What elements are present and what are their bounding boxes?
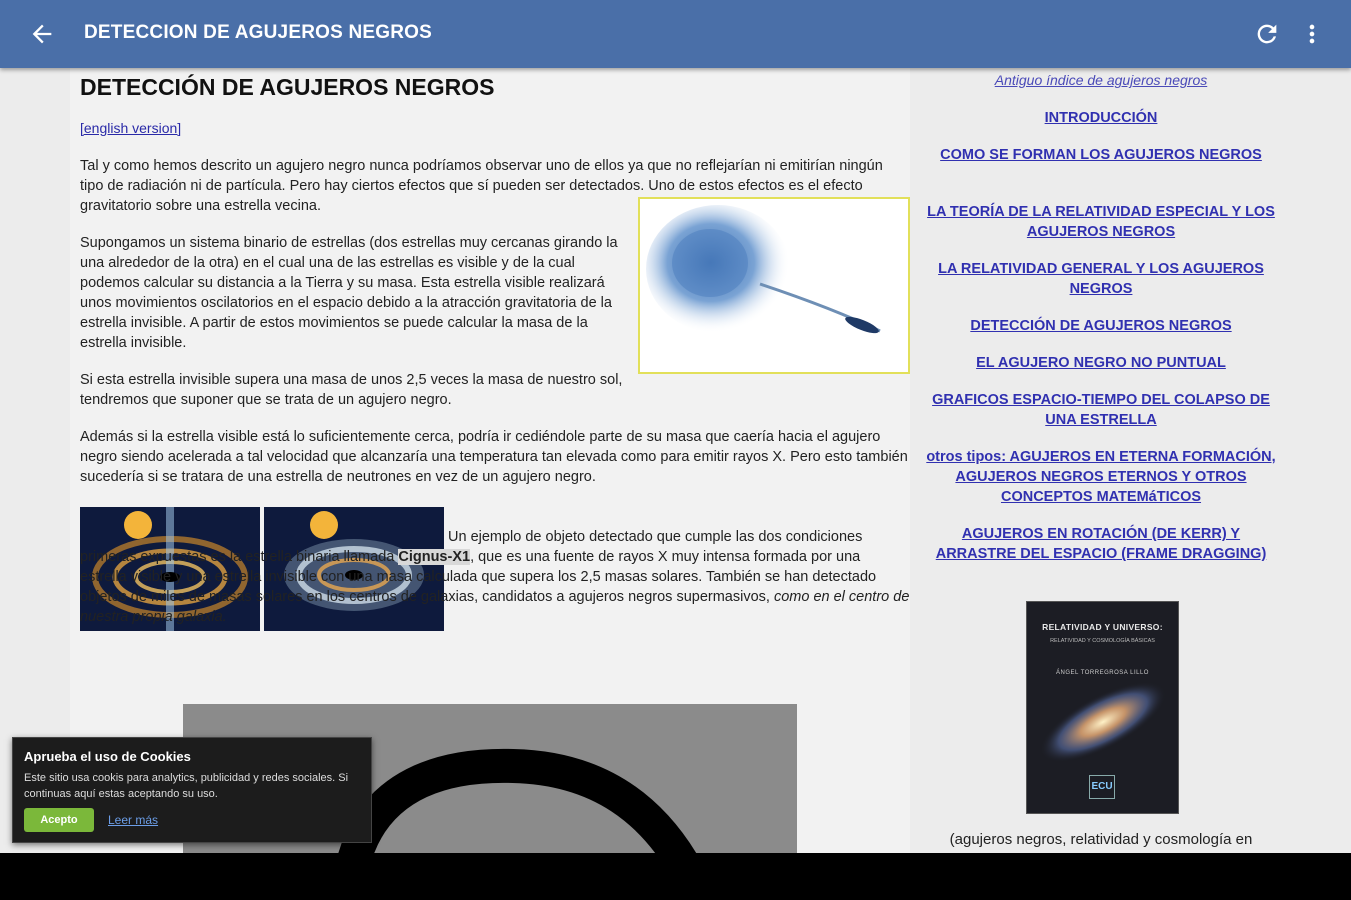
read-more-link[interactable]: Leer más — [108, 813, 159, 827]
sidebar-link-rotacion[interactable]: AGUJEROS EN ROTACIÓN (DE KERR) Y ARRASTRE DEL ESPACIO (FRAME DRAGGING) — [935, 526, 1267, 562]
paragraph-5: Un ejemplo de objeto detectado que cumple las dos condiciones primeras expuestas es la estrella binaria llamada Cignus-X1, que es una fuente de rayos X muy intensa formada por una estrella visible y una estrella invisible con una masa calculada que supera los 2,5 masas solares. También se han detectado objetos de miles de masas solares en los centros de galaxias, candidatos a agujeros negros supermasivos, como en el centro de nuestra propia galaxia. — [80, 529, 910, 625]
sidebar-link-no-puntual[interactable]: EL AGUJERO NEGRO NO PUNTUAL — [976, 355, 1226, 371]
sidebar-link-relatividad-especial[interactable]: LA TEORÍA DE LA RELATIVIDAD ESPECIAL Y LOS AGUJEROS NEGROS — [927, 204, 1275, 240]
book-caption: (agujeros negros, relatividad y cosmología en — [949, 831, 1253, 848]
sidebar — [925, 68, 1277, 853]
page-title: DETECCIÓN DE AGUJEROS NEGROS — [80, 74, 495, 100]
book-subtitle: RELATIVIDAD Y COSMOLOGÍA BÁSICAS — [1050, 638, 1155, 644]
cookie-title: Aprueba el uso de Cookies — [24, 749, 191, 764]
sidebar-link-como-se-forman[interactable]: COMO SE FORMAN LOS AGUJEROS NEGROS — [940, 147, 1262, 163]
arrow-back-icon[interactable] — [28, 20, 56, 48]
book-cover[interactable] — [1026, 601, 1179, 814]
black-hole-illustration — [638, 197, 910, 374]
old-index-link[interactable]: Antiguo índice de agujeros negros — [994, 72, 1208, 88]
sidebar-link-introduccion[interactable]: INTRODUCCIÓN — [1044, 110, 1158, 126]
english-version-link[interactable]: [english version] — [80, 120, 182, 136]
more-vert-icon[interactable] — [1302, 20, 1322, 48]
app-title: DETECCION DE AGUJEROS NEGROS — [84, 22, 432, 43]
sidebar-link-otros-tipos[interactable]: otros tipos: AGUJEROS EN ETERNA FORMACIÓN, AGUJEROS NEGROS ETERNOS Y OTROS CONCEPTOS MATEMáTICOS — [926, 449, 1276, 505]
sidebar-link-deteccion[interactable]: DETECCIÓN DE AGUJEROS NEGROS — [970, 318, 1232, 334]
app-bar — [0, 0, 1351, 68]
paragraph-1: Tal y como hemos descrito un agujero negro nunca podríamos observar uno de ellos ya que no reflejarían ni emitirían ningún tipo de radiación ni de partícula. Pero hay ciertos efectos que sí pueden ser detectados. Uno de estos efectos es el efecto gravitatorio sobre una estrella vecina. — [80, 158, 883, 214]
book-author: ÁNGEL TORREGROSA LILLO — [1056, 670, 1149, 676]
paragraph-2: Supongamos un sistema binario de estrellas (dos estrellas muy cercanas girando la una alrededor de la otra) en el cual una de las estrellas es visible y de la cual podemos calcular su distancia a la Tierra y su masa. Esta estrella visible realizará unos movimientos oscilatorios en el espacio debido a la atracción gravitatoria de la estrella invisible. A partir de estos movimientos se puede calcular la masa de la estrella invisible. — [80, 235, 618, 351]
accept-cookies-button[interactable]: Acepto — [24, 808, 94, 832]
sidebar-link-relatividad-general[interactable]: LA RELATIVIDAD GENERAL Y LOS AGUJEROS NEGROS — [938, 261, 1264, 297]
publisher-logo: ECU — [1089, 775, 1115, 799]
webview-content[interactable] — [0, 68, 1351, 853]
sidebar-link-graficos[interactable]: GRAFICOS ESPACIO-TIEMPO DEL COLAPSO DE UNA ESTRELLA — [932, 392, 1270, 428]
paragraph-3: Si esta estrella invisible supera una masa de unos 2,5 veces la masa de nuestro sol, tendremos que suponer que se trata de un agujero negro. — [80, 372, 623, 408]
book-title: RELATIVIDAD Y UNIVERSO: — [1042, 622, 1163, 632]
cookie-body: Este sitio usa cookis para analytics, publicidad y redes sociales. Si continuas aquí estas aceptando su uso. — [24, 772, 349, 800]
cookie-banner — [12, 737, 372, 843]
paragraph-4: Además si la estrella visible está lo suficientemente cerca, podría ir cediéndole parte de su masa que caería hacia el agujero negro siendo acelerada a tal velocidad que alcanzaría una temperatura tan elevada como para emitir rayos X. Pero esto también sucedería si se tratara de una estrella de neutrones en vez de un agujero negro. — [80, 429, 908, 485]
cignus-x1-highlight: Cignus-X1 — [398, 549, 471, 565]
refresh-icon[interactable] — [1253, 20, 1281, 48]
